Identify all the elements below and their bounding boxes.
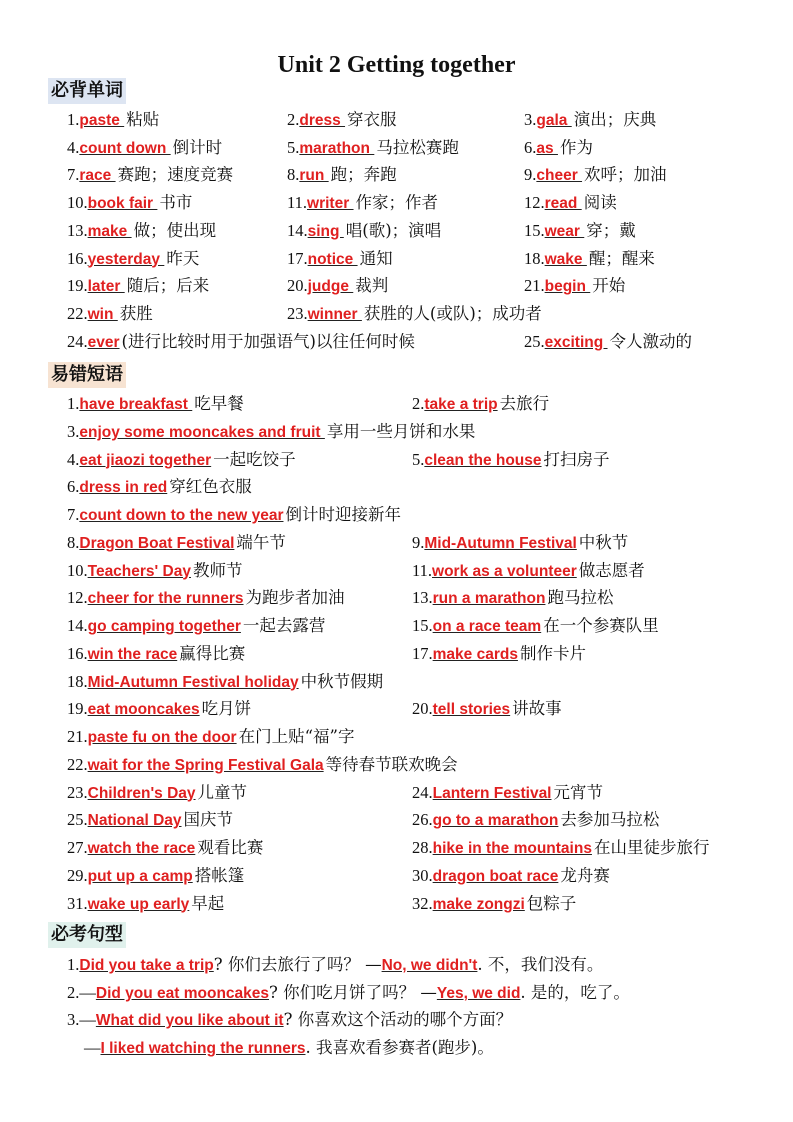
answer-text: paste fu on the door — [87, 729, 237, 746]
phrase-item — [412, 390, 549, 417]
answer-text: tell stories — [432, 701, 511, 719]
phrase-item — [412, 557, 645, 584]
chinese-meaning: 去参加马拉松 — [560, 810, 660, 830]
answer-text: go to a marathon — [432, 812, 559, 830]
phrase-item — [412, 806, 659, 833]
phrase-item — [67, 779, 247, 806]
chinese-meaning: 醒；醒来 — [588, 248, 655, 268]
word-item — [524, 245, 655, 272]
answer-text: hike in the mountains — [432, 840, 592, 857]
phrase-item — [67, 668, 383, 695]
sentence-item — [67, 979, 630, 1006]
chinese-meaning: 儿童节 — [197, 782, 248, 802]
item-number: 5. — [287, 137, 300, 157]
answer-text: Children's Day — [87, 784, 196, 802]
item-number: 25. — [67, 810, 88, 830]
item-number: 11. — [412, 560, 433, 580]
sentence-translation: . 我喜欢看参赛者(跑步)。 — [305, 1038, 494, 1058]
answer-text: writer — [307, 195, 354, 213]
answer-text: winner — [307, 305, 362, 323]
chinese-meaning: 早起 — [191, 893, 225, 913]
chinese-meaning: 做志愿者 — [578, 560, 645, 580]
answer-text: judge — [307, 278, 354, 296]
phrase-item — [67, 751, 458, 778]
answer-text: go camping together — [87, 618, 241, 635]
answer-text: count down — [79, 139, 171, 157]
item-number: 8. — [287, 165, 300, 185]
chinese-meaning: 昨天 — [166, 248, 200, 268]
chinese-meaning: 元宵节 — [553, 782, 603, 802]
phrase-item — [412, 612, 659, 639]
chinese-meaning: 粘贴 — [126, 110, 160, 129]
item-number: 14. — [67, 616, 88, 635]
chinese-meaning: 为跑步者加油 — [245, 588, 345, 608]
phrase-item — [67, 446, 296, 473]
chinese-meaning: 获胜的人(或队)；成功者 — [363, 303, 542, 323]
chinese-meaning: 等待春节联欢晚会 — [325, 754, 458, 774]
chinese-meaning: 吃早餐 — [194, 394, 244, 413]
answer-text: work as a volunteer — [432, 562, 577, 580]
chinese-meaning: 吃月饼 — [201, 699, 252, 719]
chinese-meaning: 裁判 — [355, 276, 389, 296]
chinese-meaning: 教师节 — [192, 560, 243, 580]
item-number: 23. — [287, 303, 308, 323]
answer-text: make zongzi — [432, 895, 525, 913]
item-number: 4. — [67, 449, 80, 469]
chinese-meaning: 在一个参赛队里 — [543, 616, 659, 635]
item-number: 17. — [287, 248, 308, 268]
item-number: 1. — [67, 394, 80, 413]
answer-text: wait for the Spring Festival Gala — [87, 756, 324, 774]
answer-text: gala — [536, 112, 572, 129]
phrase-item — [412, 779, 603, 806]
chinese-meaning: 马拉松赛跑 — [376, 137, 459, 157]
item-number: 15. — [524, 220, 545, 240]
word-item — [524, 328, 692, 355]
answer-text: wake — [544, 250, 587, 268]
answer-text: eat jiaozi together — [79, 451, 212, 469]
item-number: 11. — [287, 193, 308, 213]
answer-text: National Day — [87, 812, 182, 830]
phrase-item — [67, 390, 244, 417]
answer-text: cheer for the runners — [87, 590, 244, 608]
phrase-item — [67, 890, 224, 917]
chinese-meaning: (进行比较时用于加强语气)以往任何时候 — [121, 331, 415, 351]
page-title: Unit 2 Getting together — [277, 52, 516, 78]
phrase-item — [412, 695, 562, 722]
chinese-meaning: 倒计时迎接新年 — [285, 505, 401, 524]
answer-text: later — [87, 278, 125, 296]
phrase-item — [67, 612, 325, 639]
item-number: 5. — [412, 449, 425, 469]
reply-answer-text: Yes, we did — [436, 984, 521, 1002]
item-number: 16. — [67, 248, 88, 268]
chinese-meaning: 通知 — [359, 248, 393, 268]
answer-text: book fair — [87, 195, 158, 213]
answer-text: begin — [544, 278, 591, 296]
chinese-meaning: 讲故事 — [512, 699, 562, 719]
phrase-item — [412, 862, 610, 889]
chinese-meaning: 赢得比赛 — [179, 643, 246, 663]
item-number: 6. — [524, 137, 537, 157]
phrase-item — [412, 529, 628, 556]
chinese-meaning: 一起去露营 — [242, 616, 326, 635]
word-item — [67, 217, 216, 244]
item-number: 15. — [412, 616, 433, 635]
sentence-translation: ? 你喜欢这个活动的哪个方面？ — [283, 1010, 513, 1030]
sentence-prefix: 3.— — [67, 1010, 96, 1030]
chinese-meaning: 中秋节假期 — [300, 671, 384, 691]
phrase-item — [67, 862, 244, 889]
phrase-item — [67, 640, 245, 667]
word-item — [67, 328, 415, 355]
chinese-meaning: 随后；后来 — [126, 276, 210, 296]
word-item — [67, 189, 192, 216]
answer-text: make cards — [432, 645, 518, 663]
chinese-meaning: 唱(歌)；演唱 — [345, 220, 442, 240]
item-number: 17. — [412, 643, 433, 663]
chinese-meaning: 打扫房子 — [543, 449, 610, 469]
answer-text: dragon boat race — [432, 867, 559, 885]
reply-translation: . 不，我们没有。 — [477, 955, 604, 974]
word-item — [67, 106, 159, 133]
sentence-item — [67, 951, 603, 978]
chinese-meaning: 作为 — [559, 137, 593, 157]
chinese-meaning: 穿衣服 — [347, 110, 397, 129]
item-number: 29. — [67, 865, 88, 885]
item-number: 22. — [67, 754, 88, 774]
item-number: 25. — [524, 331, 545, 351]
chinese-meaning: 作家；作者 — [355, 193, 439, 213]
answer-text: make — [87, 222, 132, 240]
answer-text: watch the race — [87, 840, 196, 857]
answer-text: Lantern Festival — [432, 784, 552, 802]
section-heading-words: 必背单词 — [48, 78, 126, 104]
answer-text: on a race team — [432, 618, 542, 635]
answer-text: eat mooncakes — [87, 701, 200, 719]
item-number: 10. — [67, 193, 88, 213]
answer-text: dress — [299, 112, 346, 129]
phrase-item — [67, 529, 286, 556]
word-item — [287, 134, 459, 161]
chinese-meaning: 令人激动的 — [609, 331, 693, 351]
phrase-item — [67, 695, 251, 722]
chinese-meaning: 搭帐篷 — [194, 865, 245, 885]
word-item — [67, 272, 209, 299]
item-number: 13. — [412, 588, 433, 608]
item-number: 18. — [524, 248, 545, 268]
chinese-meaning: 在山里徒步旅行 — [593, 838, 710, 857]
phrase-item — [67, 473, 252, 500]
question-answer-text: Did you take a trip — [79, 957, 214, 974]
word-item — [67, 134, 222, 161]
item-number: 8. — [67, 532, 80, 552]
item-number: 28. — [412, 838, 433, 857]
chinese-meaning: 开始 — [592, 276, 626, 296]
chinese-meaning: 做；使出现 — [133, 220, 217, 240]
word-item — [524, 272, 625, 299]
item-number: 21. — [67, 727, 88, 746]
item-number: 31. — [67, 893, 88, 913]
item-number: 12. — [524, 193, 545, 213]
item-number: 21. — [524, 276, 545, 296]
sentence-prefix: 1. — [67, 955, 80, 974]
answer-text: Mid-Autumn Festival — [424, 534, 577, 552]
answer-text: put up a camp — [87, 867, 193, 885]
item-number: 24. — [412, 782, 433, 802]
item-number: 3. — [524, 110, 537, 129]
answer-text: run — [299, 167, 329, 185]
answer-text: enjoy some mooncakes and fruit — [79, 423, 325, 441]
answer-text: win — [87, 305, 118, 323]
chinese-meaning: 演出；庆典 — [573, 110, 657, 129]
answer-text: cheer — [536, 167, 583, 185]
chinese-meaning: 穿红色衣服 — [169, 477, 252, 497]
chinese-meaning: 一起吃饺子 — [213, 449, 296, 469]
word-item — [287, 161, 397, 188]
chinese-meaning: 跑；奔跑 — [330, 165, 397, 185]
phrase-item — [67, 584, 345, 611]
question-answer-text: I liked watching the runners — [100, 1040, 306, 1058]
phrase-item — [412, 890, 576, 917]
item-number: 19. — [67, 699, 88, 719]
item-number: 7. — [67, 505, 80, 524]
answer-text: exciting — [544, 333, 608, 351]
answer-text: read — [544, 195, 582, 213]
answer-text: paste — [79, 112, 125, 129]
item-number: 16. — [67, 643, 88, 663]
item-number: 13. — [67, 220, 88, 240]
answer-text: notice — [307, 250, 358, 268]
chinese-meaning: 龙舟赛 — [560, 865, 610, 885]
phrase-item — [67, 418, 475, 445]
item-number: 23. — [67, 782, 88, 802]
item-number: 12. — [67, 588, 88, 608]
word-item — [524, 217, 636, 244]
answer-text: Dragon Boat Festival — [79, 534, 235, 552]
chinese-meaning: 阅读 — [583, 193, 617, 213]
chinese-meaning: 包粽子 — [526, 893, 577, 913]
item-number: 6. — [67, 477, 80, 497]
answer-text: race — [79, 167, 116, 185]
question-answer-text: What did you like about it — [95, 1012, 284, 1030]
item-number: 30. — [412, 865, 433, 885]
chinese-meaning: 跑马拉松 — [547, 588, 614, 608]
answer-text: Teachers' Day — [87, 562, 191, 580]
chinese-meaning: 制作卡片 — [519, 643, 586, 663]
answer-text: dress in red — [79, 479, 168, 497]
reply-answer-text: No, we didn't — [381, 957, 478, 974]
chinese-meaning: 欢呼；加油 — [584, 165, 667, 185]
item-number: 7. — [67, 165, 80, 185]
word-item — [67, 161, 233, 188]
word-item — [287, 217, 441, 244]
chinese-meaning: 去旅行 — [499, 394, 550, 413]
item-number: 1. — [67, 110, 80, 129]
item-number: 22. — [67, 303, 88, 323]
word-item — [524, 106, 656, 133]
item-number: 20. — [412, 699, 433, 719]
phrase-item — [67, 501, 401, 528]
phrase-item — [67, 806, 233, 833]
answer-text: win the race — [87, 645, 178, 663]
question-answer-text: Did you eat mooncakes — [95, 984, 270, 1002]
section-heading-sentences: 必考句型 — [48, 922, 126, 948]
sentence-item — [67, 1006, 512, 1033]
answer-text: clean the house — [424, 451, 542, 469]
chinese-meaning: 在门上贴“福”字 — [238, 727, 355, 746]
item-number: 18. — [67, 671, 88, 691]
phrase-item — [67, 557, 242, 584]
word-item — [287, 106, 397, 133]
sentence-prefix: — — [84, 1038, 101, 1058]
section-heading-phrases: 易错短语 — [48, 362, 126, 388]
word-item — [524, 161, 667, 188]
item-number: 20. — [287, 276, 308, 296]
item-number: 24. — [67, 331, 88, 351]
phrase-item — [67, 834, 263, 861]
word-item — [287, 300, 542, 327]
item-number: 19. — [67, 276, 88, 296]
chinese-meaning: 穿；戴 — [586, 220, 636, 240]
word-item — [524, 134, 593, 161]
phrase-item — [67, 723, 354, 750]
reply-translation: . 是的，吃了。 — [520, 982, 630, 1002]
sentence-prefix: 2.— — [67, 982, 96, 1002]
answer-text: take a trip — [424, 396, 498, 413]
chinese-meaning: 享用一些月饼和水果 — [326, 421, 476, 441]
chinese-meaning: 国庆节 — [183, 810, 234, 830]
answer-text: Mid-Autumn Festival holiday — [87, 673, 299, 691]
item-number: 32. — [412, 893, 433, 913]
answer-text: yesterday — [87, 250, 165, 268]
word-item — [67, 300, 153, 327]
answer-text: ever — [87, 333, 120, 351]
word-item — [67, 245, 199, 272]
answer-text: as — [536, 139, 558, 157]
item-number: 9. — [524, 165, 537, 185]
phrase-item — [412, 834, 709, 861]
chinese-meaning: 端午节 — [236, 532, 286, 552]
phrase-item — [412, 640, 586, 667]
item-number: 4. — [67, 137, 80, 157]
answer-text: wear — [544, 222, 585, 240]
chinese-meaning: 获胜 — [119, 303, 153, 323]
answer-text: wake up early — [87, 895, 190, 913]
answer-text: sing — [307, 222, 344, 240]
answer-text: count down to the new year — [79, 507, 284, 524]
item-number: 26. — [412, 810, 433, 830]
item-number: 9. — [412, 532, 425, 552]
sentence-translation: ? 你们吃月饼了吗？ — — [269, 982, 437, 1002]
chinese-meaning: 书市 — [159, 193, 193, 213]
item-number: 2. — [287, 110, 300, 129]
answer-text: run a marathon — [432, 590, 546, 608]
item-number: 2. — [412, 394, 425, 413]
item-number: 10. — [67, 560, 88, 580]
word-item — [287, 245, 393, 272]
item-number: 27. — [67, 838, 88, 857]
chinese-meaning: 赛跑；速度竞赛 — [117, 165, 234, 185]
answer-text: marathon — [299, 139, 375, 157]
chinese-meaning: 倒计时 — [172, 137, 223, 157]
item-number: 3. — [67, 421, 80, 441]
phrase-item — [412, 446, 610, 473]
word-item — [287, 189, 438, 216]
word-item — [287, 272, 388, 299]
word-item — [524, 189, 617, 216]
chinese-meaning: 中秋节 — [578, 532, 629, 552]
chinese-meaning: 观看比赛 — [197, 838, 264, 857]
item-number: 14. — [287, 220, 308, 240]
sentence-item — [84, 1034, 494, 1061]
sentence-translation: ? 你们去旅行了吗？ — — [213, 955, 382, 974]
answer-text: have breakfast — [79, 396, 193, 413]
phrase-item — [412, 584, 613, 611]
